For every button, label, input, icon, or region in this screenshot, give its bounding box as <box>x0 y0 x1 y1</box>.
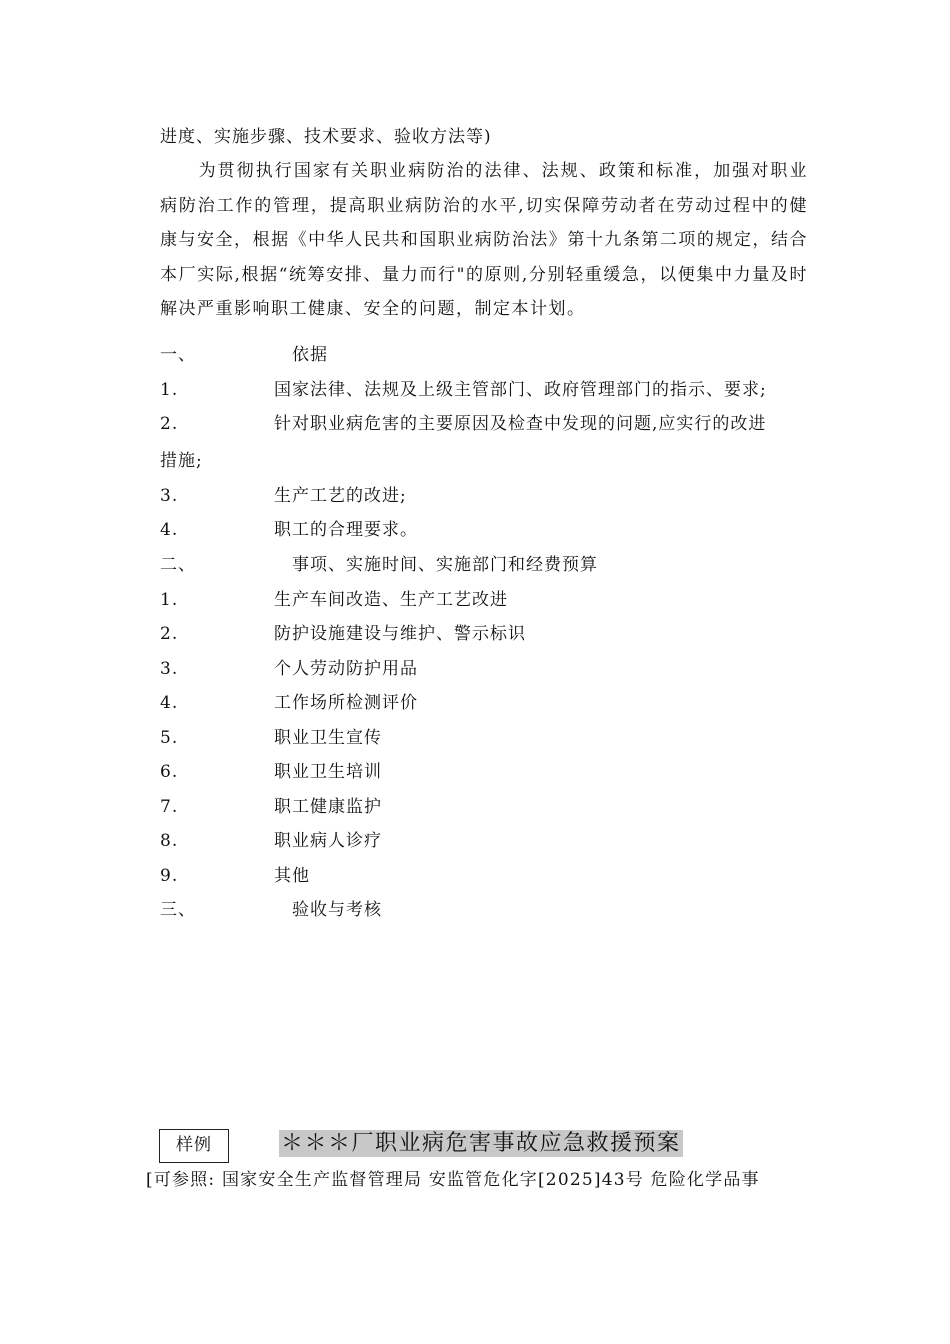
item-text: 职业病人诊疗 <box>274 831 382 851</box>
item-number: 8. <box>160 831 179 851</box>
item-text: 其他 <box>274 866 310 886</box>
item-text: 工作场所检测评价 <box>274 693 418 713</box>
item-number: 1. <box>160 380 179 400</box>
section-number: 三、 <box>160 900 196 920</box>
item-continuation: 措施; <box>160 451 203 471</box>
item-text: 国家法律、法规及上级主管部门、政府管理部门的指示、要求; <box>274 380 767 400</box>
reference-line: [可参照: 国家安全生产监督管理局 安监管危化字[2025]43号 危险化学品事 <box>146 1170 760 1190</box>
item-text: 针对职业病危害的主要原因及检查中发现的问题,应实行的改进 <box>274 414 767 434</box>
item-text: 防护设施建设与维护、警示标识 <box>274 624 526 644</box>
item-number: 6. <box>160 762 179 782</box>
item-text: 个人劳动防护用品 <box>274 659 418 679</box>
intro-paragraph <box>160 154 808 327</box>
section-number: 一、 <box>160 345 196 365</box>
item-text: 职工健康监护 <box>274 797 382 817</box>
item-text: 生产车间改造、生产工艺改进 <box>274 590 508 610</box>
item-number: 2. <box>160 624 179 644</box>
section-title: 依据 <box>292 345 328 365</box>
section-title: 验收与考核 <box>292 900 382 920</box>
item-text: 职业卫生培训 <box>274 762 382 782</box>
continuation-line: 进度、实施步骤、技术要求、验收方法等) <box>160 127 492 147</box>
item-number: 4. <box>160 520 179 540</box>
item-text: 职工的合理要求。 <box>274 520 418 540</box>
item-number: 2. <box>160 414 179 434</box>
item-text: 职业卫生宣传 <box>274 728 382 748</box>
item-number: 1. <box>160 590 179 610</box>
section-number: 二、 <box>160 555 196 575</box>
item-number: 7. <box>160 797 179 817</box>
item-number: 5. <box>160 728 179 748</box>
item-number: 3. <box>160 659 179 679</box>
sample-label-box: 样例 <box>159 1129 229 1163</box>
item-text: 生产工艺的改进; <box>274 486 407 506</box>
item-number: 3. <box>160 486 179 506</box>
item-number: 4. <box>160 693 179 713</box>
section-title: 事项、实施时间、实施部门和经费预算 <box>292 555 598 575</box>
intro-paragraph-text: 为贯彻执行国家有关职业病防治的法律、法规、政策和标准，加强对职业病防治工作的管理，提高职业病防治的水平,切实保障劳动者在劳动过程中的健康与安全，根据《中华人民共和国职业病防治法》第十九条第二项的规定，结合本厂实际,根据“统筹安排、量力而行"的原则,分别轻重缓急，以便集中力量及时解决严重影响职工健康、安全的问题，制定本计划。 <box>160 161 808 320</box>
item-number: 9. <box>160 866 179 886</box>
document-title: ＊＊＊厂职业病危害事故应急救援预案 <box>281 1131 681 1156</box>
